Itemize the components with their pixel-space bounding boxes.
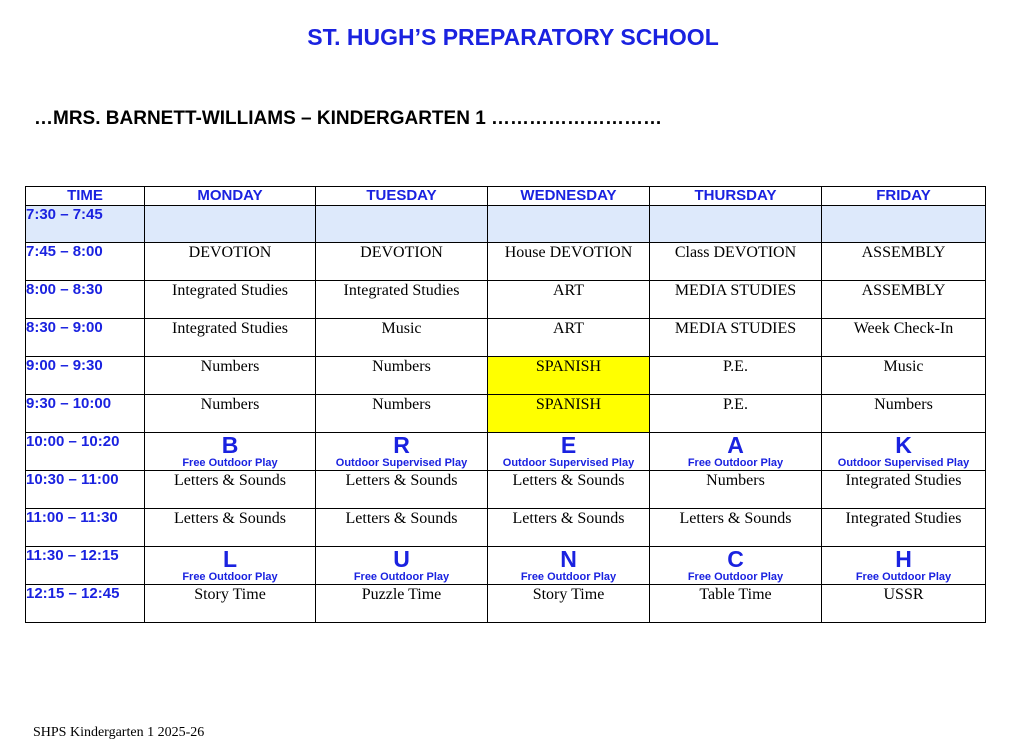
cell [822, 206, 986, 243]
break-cell [822, 433, 986, 471]
table-row [26, 471, 986, 509]
cell [650, 206, 822, 243]
time-cell: 9:30 – 10:00 [26, 395, 145, 433]
school-title: ST. HUGH’S PREPARATORY SCHOOL [307, 24, 719, 50]
cell: Class DEVOTION [650, 243, 822, 281]
break-activity: Free Outdoor Play [182, 457, 278, 469]
break-letter: A [727, 432, 744, 458]
cell-highlighted: SPANISH [488, 357, 650, 395]
break-cell [650, 433, 822, 471]
time-cell: 10:30 – 11:00 [26, 471, 145, 509]
break-letter: N [560, 546, 577, 572]
time-cell: 9:00 – 9:30 [26, 357, 145, 395]
time-cell: 10:00 – 10:20 [26, 433, 145, 471]
header-monday: MONDAY [145, 187, 316, 206]
table-row [26, 281, 986, 319]
cell: Integrated Studies [822, 471, 986, 509]
table-row [26, 585, 986, 623]
cell: Letters & Sounds [145, 509, 316, 547]
break-letter: C [727, 546, 744, 572]
cell: DEVOTION [145, 243, 316, 281]
time-cell: 7:45 – 8:00 [26, 243, 145, 281]
break-row [26, 433, 986, 471]
break-activity: Free Outdoor Play [687, 457, 784, 469]
break-activity: Free Outdoor Play [687, 571, 784, 583]
cell: ART [488, 319, 650, 357]
cell: Numbers [316, 357, 488, 395]
cell: Music [316, 319, 488, 357]
cell: Letters & Sounds [488, 471, 650, 509]
time-cell: 12:15 – 12:45 [26, 585, 145, 623]
cell: Numbers [145, 357, 316, 395]
break-cell [145, 547, 316, 585]
break-activity: Outdoor Supervised Play [837, 457, 970, 469]
header-friday: FRIDAY [822, 187, 986, 206]
table-row [26, 509, 986, 547]
break-cell [145, 433, 316, 471]
header-row [26, 187, 986, 206]
cell: ASSEMBLY [822, 281, 986, 319]
time-cell: 11:00 – 11:30 [26, 509, 145, 547]
cell: DEVOTION [316, 243, 488, 281]
cell: Letters & Sounds [650, 509, 822, 547]
cell: Integrated Studies [822, 509, 986, 547]
break-letter: H [895, 546, 912, 572]
cell: P.E. [650, 395, 822, 433]
break-row [26, 547, 986, 585]
time-cell: 8:30 – 9:00 [26, 319, 145, 357]
table-row [26, 206, 986, 243]
cell: Integrated Studies [145, 319, 316, 357]
table-row [26, 319, 986, 357]
header-tuesday: TUESDAY [316, 187, 488, 206]
cell: Numbers [650, 471, 822, 509]
cell: Numbers [822, 395, 986, 433]
cell: ASSEMBLY [822, 243, 986, 281]
table-row [26, 395, 986, 433]
footer-text: SHPS Kindergarten 1 2025-26 [33, 725, 205, 740]
cell: Integrated Studies [316, 281, 488, 319]
cell: ART [488, 281, 650, 319]
cell: MEDIA STUDIES [650, 281, 822, 319]
break-letter: B [221, 432, 239, 458]
cell: Numbers [145, 395, 316, 433]
cell [145, 206, 316, 243]
cell: Story Time [145, 585, 316, 623]
table-row [26, 243, 986, 281]
time-cell: 8:00 – 8:30 [26, 281, 145, 319]
cell: Puzzle Time [316, 585, 488, 623]
header-wednesday: WEDNESDAY [488, 187, 650, 206]
break-cell [650, 547, 822, 585]
break-activity: Free Outdoor Play [855, 571, 952, 583]
cell: Numbers [316, 395, 488, 433]
cell: Letters & Sounds [488, 509, 650, 547]
cell: Story Time [488, 585, 650, 623]
cell-highlighted: SPANISH [488, 395, 650, 433]
cell: USSR [822, 585, 986, 623]
break-cell [822, 547, 986, 585]
cell: Integrated Studies [145, 281, 316, 319]
header-time: TIME [26, 187, 145, 206]
break-letter: K [895, 432, 912, 458]
break-activity: Free Outdoor Play [353, 571, 450, 583]
cell: Letters & Sounds [316, 509, 488, 547]
cell: Week Check-In [822, 319, 986, 357]
break-cell [316, 547, 488, 585]
cell: Table Time [650, 585, 822, 623]
cell: Music [822, 357, 986, 395]
break-cell [488, 547, 650, 585]
cell [316, 206, 488, 243]
time-cell: 7:30 – 7:45 [26, 206, 145, 243]
cell [488, 206, 650, 243]
break-activity: Free Outdoor Play [520, 571, 617, 583]
header-thursday: THURSDAY [650, 187, 822, 206]
cell: House DEVOTION [488, 243, 650, 281]
break-letter: E [560, 432, 577, 458]
cell: Letters & Sounds [145, 471, 316, 509]
break-activity: Outdoor Supervised Play [335, 457, 468, 469]
break-cell [316, 433, 488, 471]
timetable [25, 186, 986, 623]
cell: Letters & Sounds [316, 471, 488, 509]
break-cell [488, 433, 650, 471]
cell: MEDIA STUDIES [650, 319, 822, 357]
break-activity: Outdoor Supervised Play [502, 457, 635, 469]
break-letter: U [393, 546, 410, 572]
table-row [26, 357, 986, 395]
break-letter: R [393, 432, 410, 458]
cell: P.E. [650, 357, 822, 395]
time-cell: 11:30 – 12:15 [26, 547, 145, 585]
break-activity: Free Outdoor Play [182, 571, 278, 583]
break-letter: L [222, 546, 238, 572]
class-title: …MRS. BARNETT-WILLIAMS – KINDERGARTEN 1 ……………………… [34, 108, 663, 129]
